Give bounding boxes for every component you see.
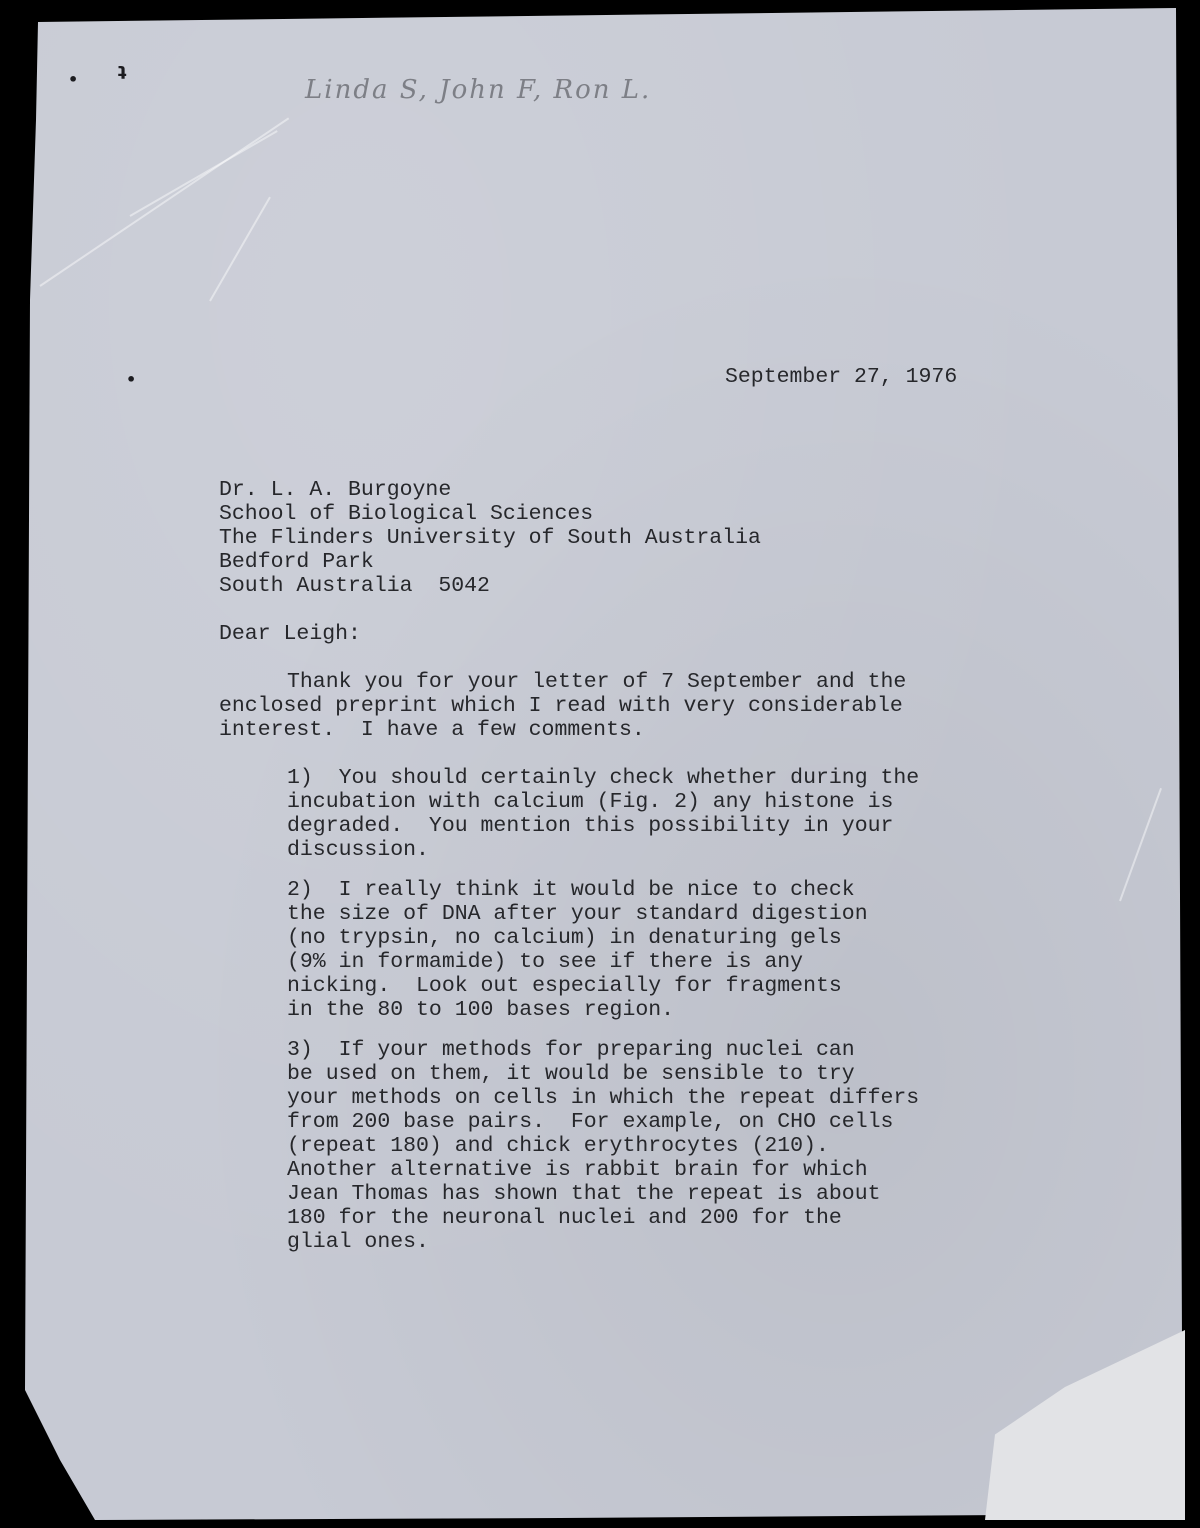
comment-line: 180 for the neuronal nuclei and 200 for the (287, 1206, 842, 1230)
comment-line: glial ones. (287, 1230, 429, 1254)
ink-mark: • (68, 70, 79, 89)
address-line: School of Biological Sciences (219, 502, 594, 526)
body-line: enclosed preprint which I read with very considerable (219, 694, 903, 718)
comment-line: nicking. Look out especially for fragments (287, 974, 842, 998)
comment-line: your methods on cells in which the repeat differs (287, 1086, 920, 1110)
comment-line: from 200 base pairs. For example, on CHO cells (287, 1110, 894, 1134)
comment-line: be used on them, it would be sensible to try (287, 1062, 855, 1086)
ink-mark: ʇ (118, 60, 127, 81)
ink-mark: • (126, 370, 137, 389)
salutation: Dear Leigh: (219, 622, 361, 646)
address-line: Dr. L. A. Burgoyne (219, 478, 452, 502)
comment-line: Another alternative is rabbit brain for which (287, 1158, 868, 1182)
comment-line: (no trypsin, no calcium) in denaturing gels (287, 926, 842, 950)
comment-line: discussion. (287, 838, 429, 862)
comment-line: 1) You should certainly check whether during the (287, 766, 920, 790)
comment-line: (repeat 180) and chick erythrocytes (210). (287, 1134, 829, 1158)
comment-line: the size of DNA after your standard digestion (287, 902, 868, 926)
address-line: The Flinders University of South Australia (219, 526, 761, 550)
comment-line: in the 80 to 100 bases region. (287, 998, 675, 1022)
letter-date: September 27, 1976 (725, 365, 958, 389)
address-line: Bedford Park (219, 550, 374, 574)
comment-line: Jean Thomas has shown that the repeat is about (287, 1182, 881, 1206)
comment-line: 2) I really think it would be nice to check (287, 878, 855, 902)
body-line: Thank you for your letter of 7 September and the (287, 670, 907, 694)
comment-line: incubation with calcium (Fig. 2) any histone is (287, 790, 894, 814)
comment-line: degraded. You mention this possibility in your (287, 814, 894, 838)
body-line: interest. I have a few comments. (219, 718, 645, 742)
handwritten-names: Linda S, John F, Ron L. (305, 75, 652, 105)
comment-line: 3) If your methods for preparing nuclei can (287, 1038, 855, 1062)
address-line: South Australia 5042 (219, 574, 490, 598)
comment-line: (9% in formamide) to see if there is any (287, 950, 804, 974)
